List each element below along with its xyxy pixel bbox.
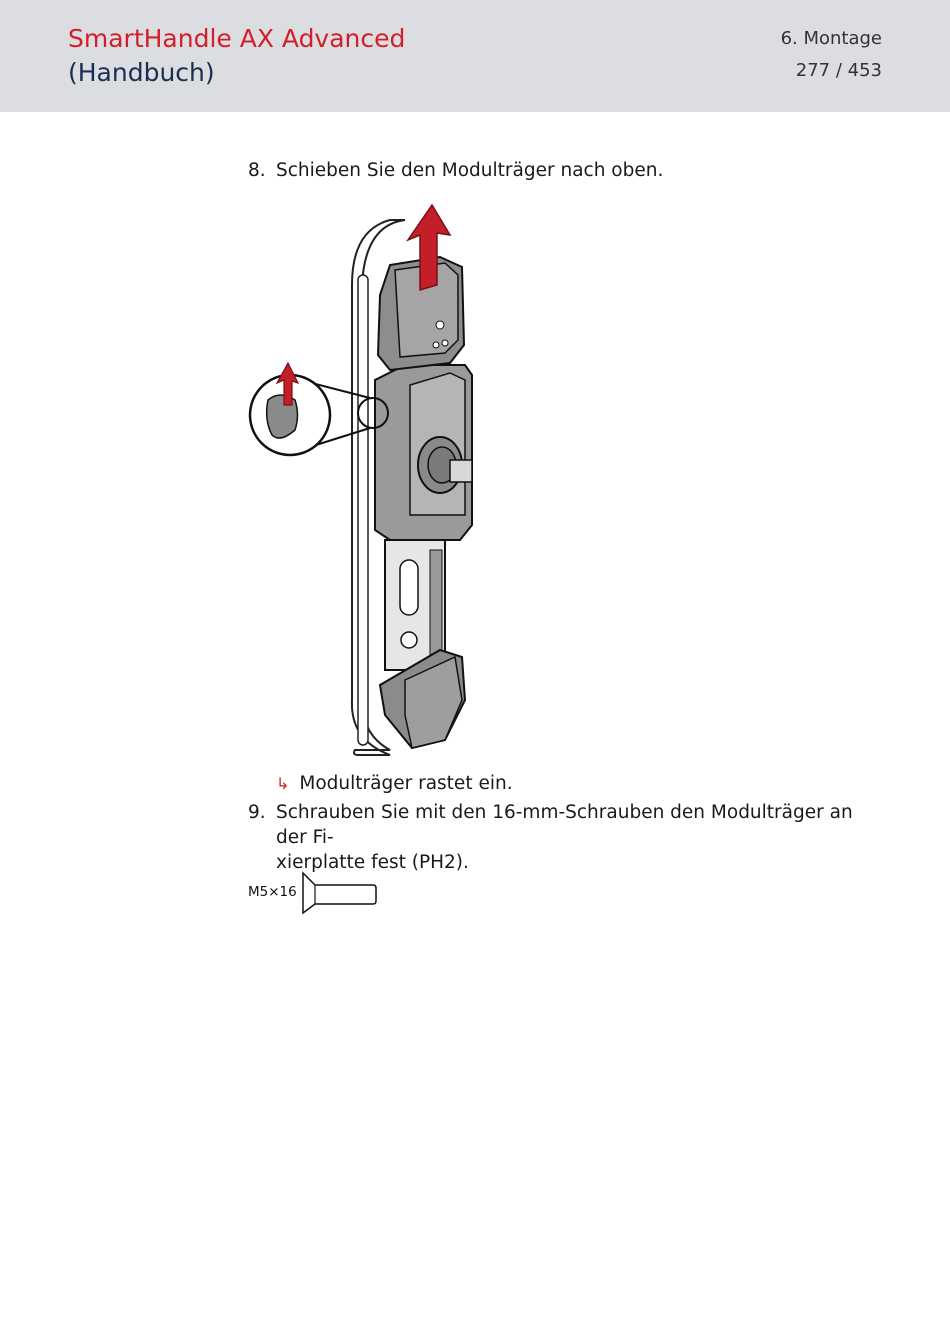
screw-icon	[300, 870, 380, 914]
step-number: 9.	[248, 802, 266, 823]
screw-label: M5×16	[248, 884, 297, 900]
step-text-line2: xierplatte fest (PH2).	[276, 852, 469, 873]
result-line	[276, 771, 513, 796]
step-number: 8.	[248, 160, 266, 181]
chapter-label: 6. Montage	[780, 28, 882, 49]
step-text-line1: Schrauben Sie mit den 16-mm-Schrauben den Modulträger an der Fi-	[276, 802, 853, 848]
page-number: 277 / 453	[795, 60, 882, 81]
step-text: Schieben Sie den Modulträger nach oben.	[276, 160, 664, 181]
document-title: SmartHandle AX Advanced	[68, 24, 406, 53]
step-text	[276, 800, 876, 875]
handle-illustration	[240, 195, 490, 760]
result-text: Modulträger rastet ein.	[299, 773, 513, 794]
result-arrow-icon: ↳	[276, 774, 290, 793]
page-header	[0, 0, 950, 112]
document-subtitle: (Handbuch)	[68, 58, 215, 87]
